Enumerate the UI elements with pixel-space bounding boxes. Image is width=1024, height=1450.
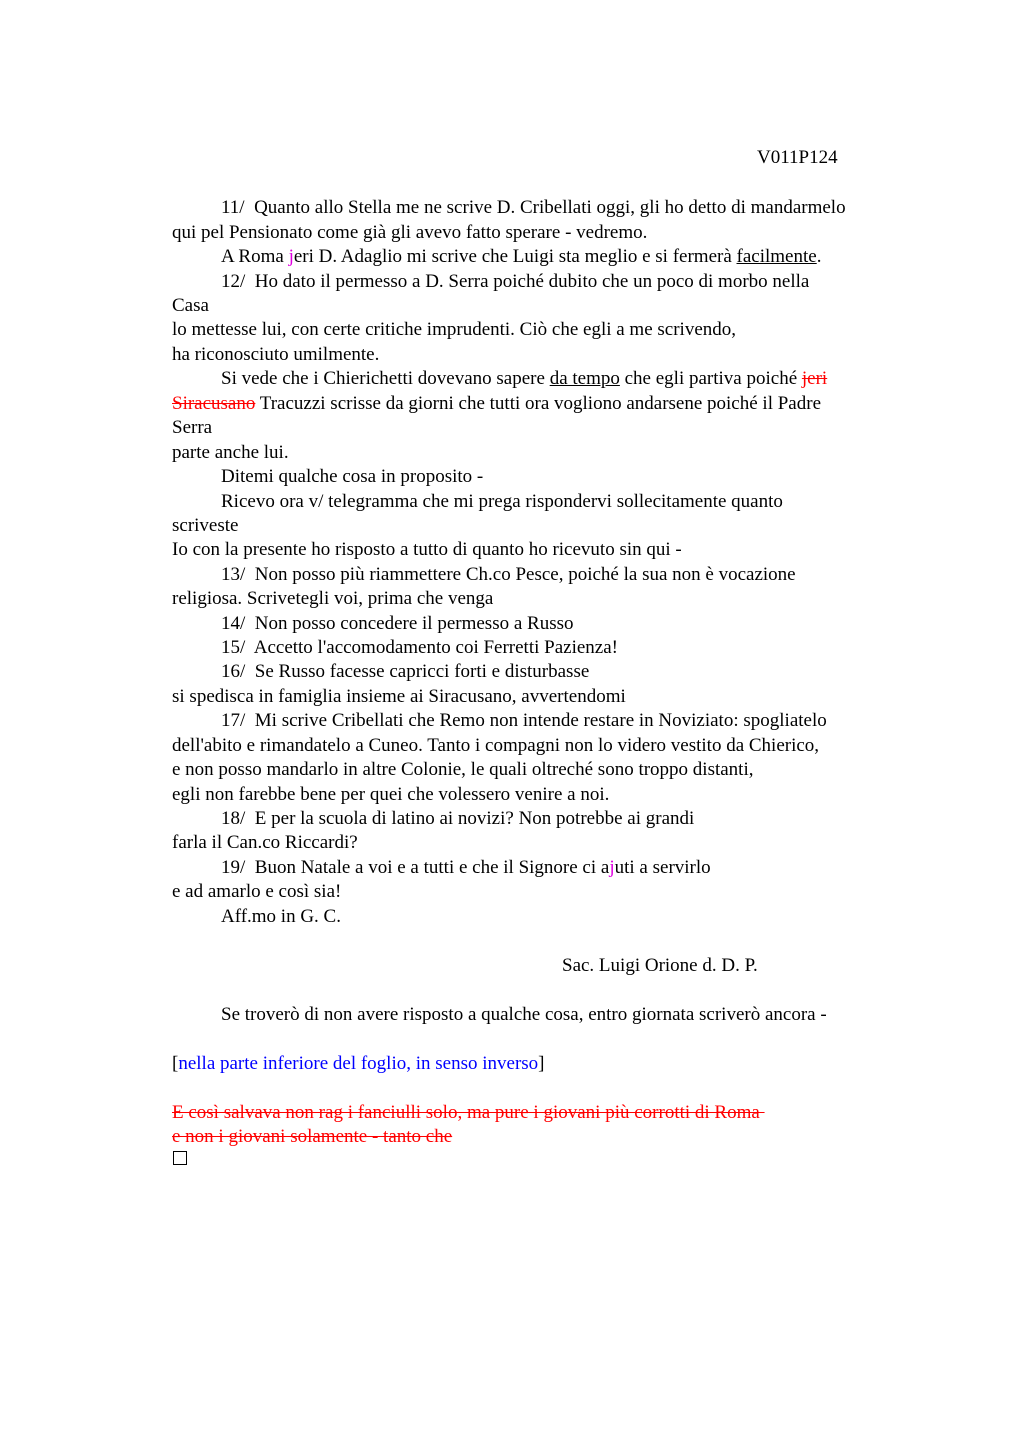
text-line: qui pel Pensionato come già gli avevo fatto sperare - vedremo. — [172, 222, 648, 243]
editorial-note-text: nella parte inferiore del foglio, in senso inverso — [178, 1053, 539, 1074]
magenta-correction: j — [288, 246, 294, 267]
text-segment: A Roma — [221, 246, 289, 267]
struck-line: E così salvava non rag i fanciulli solo, ma pure i giovani più corrotti di Roma — [172, 1102, 765, 1123]
text-segment: 19/ Buon Natale a voi e a tutti e che il Signore ci a — [221, 857, 610, 878]
text-line — [172, 392, 821, 417]
text-segment: Tracuzzi scrisse da giorni che tutti ora vogliono andarsene poiché il Padre — [255, 393, 821, 414]
text-line: lo mettesse lui, con certe critiche imprudenti. Ciò che egli a me scrivendo, — [172, 319, 737, 340]
bracket: ] — [538, 1053, 545, 1074]
text-line: Io con la presente ho risposto a tutto di quanto ho ricevuto sin qui - — [172, 539, 682, 560]
text-line: e ad amarlo e così sia! — [172, 881, 342, 902]
bracket: [ — [172, 1053, 179, 1074]
text-line: ha riconosciuto umilmente. — [172, 344, 380, 365]
text-line: 13/ Non posso più riammettere Ch.co Pesce, poiché la sua non è vocazione — [221, 564, 796, 585]
text-line: Casa — [172, 295, 209, 316]
page-reference: V011P124 — [757, 147, 838, 168]
text-line — [221, 245, 821, 270]
text-line: Aff.mo in G. C. — [221, 906, 341, 927]
text-line: 11/ Quanto allo Stella me ne scrive D. Cribellati oggi, gli ho detto di mandarmelo — [221, 197, 846, 218]
text-line: 14/ Non posso concedere il permesso a Russo — [221, 613, 574, 634]
text-line: 15/ Accetto l'accomodamento coi Ferretti Pazienza! — [221, 637, 618, 658]
postscript: Se troverò di non avere risposto a qualche cosa, entro giornata scriverò ancora - — [221, 1004, 827, 1025]
struck-word: Siracusano — [172, 393, 256, 414]
editorial-note — [172, 1052, 545, 1077]
text-segment: Si vede che i Chierichetti dovevano sapere — [221, 368, 550, 389]
text-line: 18/ E per la scuola di latino ai novizi? Non potrebbe ai grandi — [221, 808, 695, 829]
text-line: Serra — [172, 417, 213, 438]
text-line: parte anche lui. — [172, 442, 289, 463]
text-segment: . — [816, 246, 822, 267]
text-line — [221, 367, 827, 392]
underlined-word: facilmente — [736, 246, 817, 267]
struck-word: jeri — [801, 368, 828, 389]
text-line: Ditemi qualche cosa in proposito - — [221, 466, 484, 487]
empty-box-symbol — [173, 1151, 187, 1165]
text-line: e non posso mandarlo in altre Colonie, le quali oltreché sono troppo distanti, — [172, 759, 754, 780]
text-line: 17/ Mi scrive Cribellati che Remo non intende restare in Noviziato: spogliatelo — [221, 710, 827, 731]
text-segment: che egli partiva poiché — [619, 368, 802, 389]
underlined-phrase: da tempo — [549, 368, 620, 389]
text-line: si spedisca in famiglia insieme ai Siracusano, avvertendomi — [172, 686, 626, 707]
text-segment: uti a servirlo — [614, 857, 711, 878]
text-line: 16/ Se Russo facesse capricci forti e disturbasse — [221, 661, 590, 682]
text-line — [221, 856, 711, 881]
text-segment: eri D. Adaglio mi scrive che Luigi sta meglio e si fermerà — [293, 246, 737, 267]
text-line: religiosa. Scrivetegli voi, prima che venga — [172, 588, 494, 609]
text-line: egli non farebbe bene per quei che volessero venire a noi. — [172, 784, 610, 805]
signature: Sac. Luigi Orione d. D. P. — [562, 955, 758, 976]
struck-line: e non i giovani solamente - tanto che — [172, 1126, 453, 1147]
text-line: scriveste — [172, 515, 239, 536]
text-line: dell'abito e rimandatelo a Cuneo. Tanto i compagni non lo videro vestito da Chierico, — [172, 735, 820, 756]
text-line: 12/ Ho dato il permesso a D. Serra poiché dubito che un poco di morbo nella — [221, 271, 810, 292]
magenta-correction: j — [609, 857, 615, 878]
text-line: Ricevo ora v/ telegramma che mi prega rispondervi sollecitamente quanto — [221, 491, 783, 512]
text-line: farla il Can.co Riccardi? — [172, 832, 358, 853]
